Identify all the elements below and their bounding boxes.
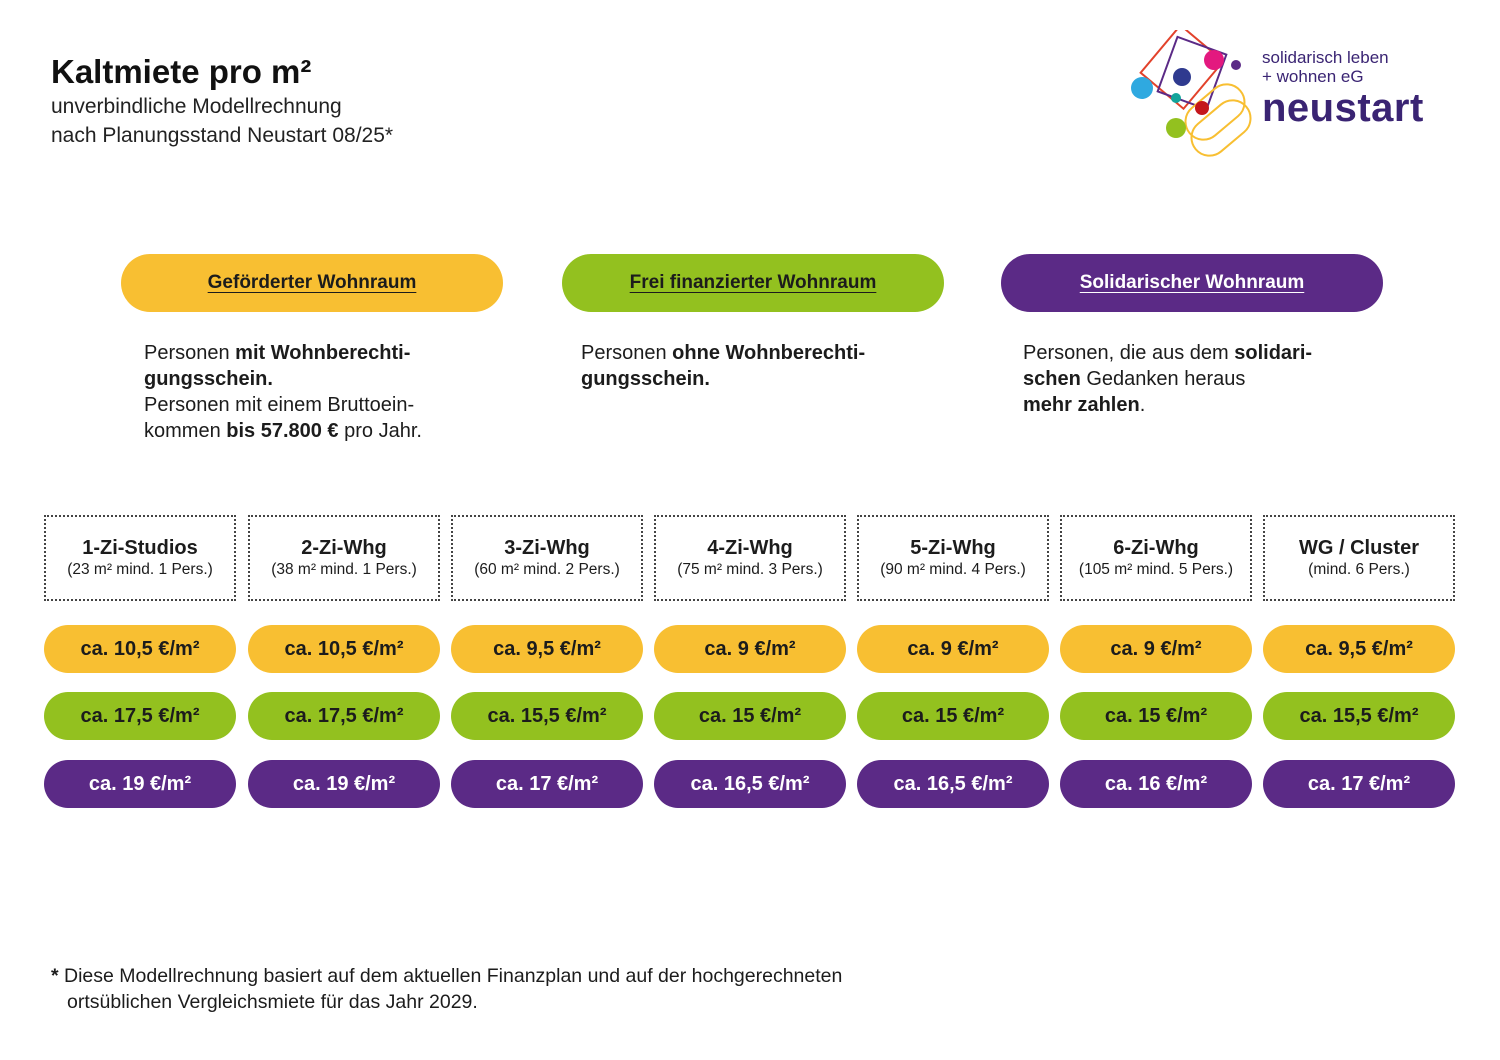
price-frei: ca. 15 €/m² bbox=[857, 692, 1049, 740]
room-name: 5-Zi-Whg bbox=[910, 537, 996, 559]
desc-bold: mehr zahlen bbox=[1023, 394, 1140, 416]
price-frei: ca. 15 €/m² bbox=[654, 692, 846, 740]
logo-line-1: solidarisch leben bbox=[1262, 48, 1389, 67]
desc-text: . bbox=[1139, 394, 1146, 416]
price-gefoerdert: ca. 10,5 €/m² bbox=[248, 625, 440, 673]
room-info: (23 m² mind. 1 Pers.) bbox=[67, 561, 213, 578]
price-frei: ca. 15 €/m² bbox=[1060, 692, 1252, 740]
room-name: 4-Zi-Whg bbox=[707, 537, 793, 559]
desc-text: Personen, die aus dem bbox=[1023, 342, 1235, 364]
subtitle-line-1: unverbindliche Modellrechnung bbox=[51, 95, 342, 118]
logo-line-2: + wohnen eG bbox=[1262, 67, 1364, 86]
room-box bbox=[1060, 515, 1252, 601]
footnote-line-2: ortsüblichen Vergleichsmiete für das Jahr 2029. bbox=[67, 991, 478, 1013]
description-solidarisch bbox=[1023, 340, 1383, 418]
price-frei: ca. 17,5 €/m² bbox=[44, 692, 236, 740]
desc-bold: mit Wohnberechti- bbox=[235, 342, 411, 364]
page-title: Kaltmiete pro m² bbox=[51, 53, 312, 90]
logo-name: neustart bbox=[1262, 86, 1424, 130]
category-gefoerdert: Geförderter Wohnraum bbox=[121, 254, 503, 312]
category-solidarisch: Solidarischer Wohnraum bbox=[1001, 254, 1383, 312]
room-box bbox=[451, 515, 643, 601]
column-6-zi bbox=[1060, 515, 1252, 795]
price-solidarisch: ca. 19 €/m² bbox=[44, 760, 236, 808]
price-gefoerdert: ca. 9 €/m² bbox=[1060, 625, 1252, 673]
room-info: (105 m² mind. 5 Pers.) bbox=[1078, 561, 1234, 578]
footnote bbox=[51, 963, 842, 1015]
desc-text: pro Jahr. bbox=[338, 420, 422, 442]
price-solidarisch: ca. 19 €/m² bbox=[248, 760, 440, 808]
price-gefoerdert: ca. 9 €/m² bbox=[654, 625, 846, 673]
room-box bbox=[654, 515, 846, 601]
footnote-star: * bbox=[51, 965, 59, 987]
desc-text: Personen bbox=[144, 342, 236, 364]
column-4-zi bbox=[654, 515, 846, 795]
room-box bbox=[248, 515, 440, 601]
price-solidarisch: ca. 17 €/m² bbox=[1263, 760, 1455, 808]
price-frei: ca. 15,5 €/m² bbox=[451, 692, 643, 740]
desc-bold: ohne Wohnberechti- bbox=[672, 342, 866, 364]
header bbox=[51, 52, 393, 150]
desc-text: kommen bbox=[144, 420, 227, 442]
price-gefoerdert: ca. 9 €/m² bbox=[857, 625, 1049, 673]
room-name: 2-Zi-Whg bbox=[301, 537, 387, 559]
price-solidarisch: ca. 16,5 €/m² bbox=[857, 760, 1049, 808]
room-info: (60 m² mind. 2 Pers.) bbox=[474, 561, 620, 578]
room-name: 1-Zi-Studios bbox=[82, 537, 198, 559]
category-frei: Frei finanzierter Wohnraum bbox=[562, 254, 944, 312]
room-info: (38 m² mind. 1 Pers.) bbox=[271, 561, 417, 578]
column-wg-cluster bbox=[1263, 515, 1455, 795]
price-gefoerdert: ca. 9,5 €/m² bbox=[451, 625, 643, 673]
price-gefoerdert: ca. 10,5 €/m² bbox=[44, 625, 236, 673]
desc-bold: solidari- bbox=[1234, 342, 1313, 364]
price-solidarisch: ca. 16 €/m² bbox=[1060, 760, 1252, 808]
desc-bold: bis 57.800 € bbox=[226, 420, 339, 442]
room-name: 6-Zi-Whg bbox=[1113, 537, 1199, 559]
room-name: 3-Zi-Whg bbox=[504, 537, 590, 559]
description-gefoerdert bbox=[144, 340, 504, 444]
desc-text: Personen mit einem Bruttoein- bbox=[144, 394, 415, 416]
footnote-line-1: Diese Modellrechnung basiert auf dem aktuellen Finanzplan und auf der hochgerechneten bbox=[58, 965, 843, 987]
price-frei: ca. 15,5 €/m² bbox=[1263, 692, 1455, 740]
description-frei bbox=[581, 340, 941, 392]
price-solidarisch: ca. 16,5 €/m² bbox=[654, 760, 846, 808]
logo-text bbox=[1262, 48, 1424, 130]
price-solidarisch: ca. 17 €/m² bbox=[451, 760, 643, 808]
column-2-zi bbox=[248, 515, 440, 795]
desc-bold: gungsschein. bbox=[581, 368, 710, 390]
price-frei: ca. 17,5 €/m² bbox=[248, 692, 440, 740]
room-info: (75 m² mind. 3 Pers.) bbox=[677, 561, 823, 578]
room-box bbox=[857, 515, 1049, 601]
room-info: (mind. 6 Pers.) bbox=[1308, 561, 1410, 578]
subtitle-line-2: nach Planungsstand Neustart 08/25* bbox=[51, 124, 394, 147]
desc-text: Gedanken heraus bbox=[1080, 368, 1246, 390]
desc-bold: gungsschein. bbox=[144, 368, 273, 390]
room-name: WG / Cluster bbox=[1298, 537, 1419, 559]
room-info: (90 m² mind. 4 Pers.) bbox=[880, 561, 1026, 578]
column-5-zi bbox=[857, 515, 1049, 795]
column-1-zi bbox=[44, 515, 236, 795]
desc-bold: schen bbox=[1023, 368, 1081, 390]
room-box bbox=[1263, 515, 1455, 601]
column-3-zi bbox=[451, 515, 643, 795]
room-box bbox=[44, 515, 236, 601]
desc-text: Personen bbox=[581, 342, 673, 364]
price-gefoerdert: ca. 9,5 €/m² bbox=[1263, 625, 1455, 673]
